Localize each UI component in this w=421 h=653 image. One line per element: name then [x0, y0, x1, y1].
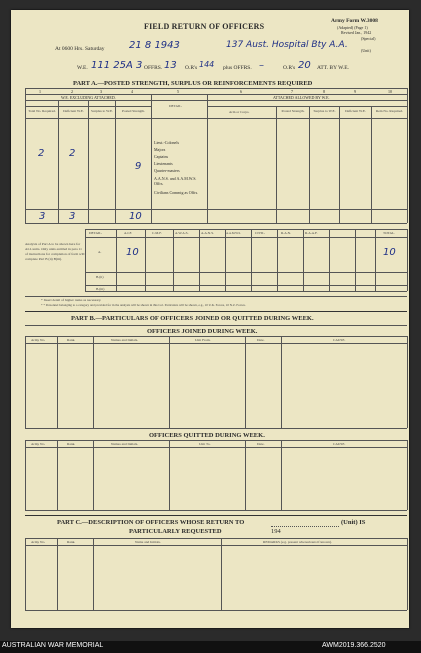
head-total-required: Total No. Required.: [28, 109, 56, 113]
joined-head-rank: Rank.: [67, 338, 76, 342]
analysis-head-aamws: A.A.M.W.S.: [226, 231, 241, 235]
part-c-year: 194: [271, 528, 281, 535]
army-form-number: Army Form W.3008: [331, 18, 378, 24]
unit-handwritten: 137 Aust. Hospital Bty A.A.: [226, 40, 348, 50]
analysis-row-bii: B.(ii): [96, 275, 104, 279]
detail-majors: Majors: [154, 147, 166, 152]
we-handwritten: 111 25A 3: [91, 60, 143, 71]
adapted-label: (Adapted) (Page 1): [337, 25, 368, 30]
analysis-aif-value: 10: [126, 247, 139, 258]
col-num-6: 6: [240, 89, 242, 94]
quitted-head-army-no: Army No.: [31, 442, 46, 446]
quitted-head-rank: Rank.: [67, 442, 76, 446]
unit-label: (Unit): [361, 48, 371, 53]
plus-offrs-label: plus OFFRS.: [223, 65, 252, 71]
quitted-head-date: Date.: [257, 442, 265, 446]
head-posted-strength: Posted Strength.: [122, 109, 145, 113]
c-head-remarks: REMARKS (e.g. present whereabouts if known).: [263, 540, 333, 544]
head-detail: DETAIL.: [169, 104, 183, 108]
total-posted: 10: [129, 211, 142, 222]
we-excluding-attached: W.E. EXCLUDING ATTACHED.: [61, 95, 116, 100]
quitted-title: OFFICERS QUITTED DURING WEEK.: [149, 432, 265, 439]
revised-label: Revised Jan., 1942: [341, 30, 372, 35]
total-deficient: 3: [69, 211, 76, 222]
ors-label: O.R's: [185, 65, 198, 71]
part-b-title: PART B.—PARTICULARS OF OFFICERS JOINED OR QUITTED DURING WEEK.: [71, 315, 314, 322]
quitted-head-cause: CAUSE.: [333, 442, 346, 446]
detail-lt-colonels: Lieut.-Colonels: [154, 140, 179, 145]
note-higher-ranks: * Insert detail of higher ranks as necessary.: [41, 298, 102, 302]
date-handwritten: 21 8 1943: [129, 40, 180, 51]
at-hours-label: At 0600 Hrs. Saturday: [55, 46, 105, 52]
head-att-deficient: Deficient W.E.: [345, 109, 366, 113]
hw-posted-strength: 9: [135, 161, 142, 172]
hw-total-required: 2: [38, 148, 45, 159]
joined-head-unit-from: Unit From.: [195, 338, 211, 342]
joined-head-army-no: Army No.: [31, 338, 46, 342]
detail-quartermasters: Quarter-masters: [154, 168, 180, 173]
analysis-row-a: A.: [98, 250, 102, 254]
quitted-head-unit-to: Unit To.: [199, 442, 211, 446]
special-label: (Special): [361, 36, 376, 41]
c-head-rank: Rank.: [67, 540, 76, 544]
head-att-posted-strength: Posted Strength.: [281, 109, 305, 113]
attached-allowed: ATTACHED ALLOWED BY W.E.: [273, 95, 330, 100]
head-deficient: Deficient W.E.: [63, 109, 84, 113]
col-num-10: 10: [388, 89, 392, 94]
analysis-total-value: 10: [383, 247, 396, 258]
note-personnel: * * Personnel belonging to a category and provided for in the analysis will be shown in this Col. Particulars will be shown, e.g., 10 U.K. Forces, 10 N.Z. Forces.: [41, 303, 246, 307]
detail-lieutenants: Lieutenants: [154, 161, 173, 166]
footer-institution: AUSTRALIAN WAR MEMORIAL: [2, 642, 104, 649]
offrs-handwritten: 13: [164, 60, 177, 71]
part-a-title: PART A.—POSTED STRENGTH, SURPLUS OR REINFORCEMENTS REQUIRED: [73, 80, 313, 87]
col-num-7: 7: [291, 89, 293, 94]
joined-head-date: Date.: [257, 338, 265, 342]
col-num-2: 2: [71, 89, 73, 94]
ors-handwritten: 144: [199, 60, 215, 69]
part-c-requested: PARTICULARLY REQUESTED: [129, 528, 222, 535]
part-c-unit-is: (Unit) IS: [341, 519, 366, 526]
joined-head-names: Names and Initials.: [111, 338, 139, 342]
col-num-5: 5: [177, 89, 179, 94]
col-num-1: 1: [39, 89, 41, 94]
analysis-head-detail: DETAIL.: [89, 231, 103, 235]
analysis-head-cmf: C.M.F.: [152, 231, 162, 235]
c-head-army-no: Army No.: [31, 540, 46, 544]
c-head-names: Name and Initials.: [135, 540, 161, 544]
detail-aans: A.A.N.S. and A.A.M.W.S. Offrs.: [154, 176, 197, 186]
col-num-4: 4: [131, 89, 133, 94]
analysis-head-raaf: R.A.A.F.: [305, 231, 318, 235]
hw-deficient: 2: [69, 148, 76, 159]
analysis-head-aans: A.A.N.S.: [201, 231, 215, 235]
col-num-8: 8: [323, 89, 325, 94]
head-reinf-required: Rein No. Required.: [375, 109, 404, 113]
analysis-head-total: TOTAL.: [383, 231, 396, 235]
plus-offrs-handwritten: –: [259, 60, 264, 71]
analysis-head-awas: A.W.A.S.: [175, 231, 189, 235]
joined-head-cause: CAUSE.: [333, 338, 346, 342]
form-title: FIELD RETURN OF OFFICERS: [144, 22, 265, 31]
plus-ors-handwritten: 20: [298, 60, 311, 71]
head-arm-corps: Arm or Corps.: [229, 110, 250, 114]
total-required: 3: [39, 211, 46, 222]
analysis-row-biii: B.(iii): [96, 287, 105, 291]
archive-footer: [0, 641, 421, 653]
analysis-head-ran: R.A.N.: [281, 231, 292, 235]
plus-ors-label: O.R's: [283, 65, 296, 71]
detail-captains: Captains: [154, 154, 168, 159]
head-surplus: Surplus to W.E.: [91, 109, 113, 113]
analysis-note: Analysis of Part A to be shown here for ALL units. Only units entitled in para 11 of instructions for completion of form will complete Part B (ii) B(iii).: [25, 242, 85, 261]
joined-title: OFFICERS JOINED DURING WEEK.: [147, 328, 258, 335]
offrs-label: OFFRS.: [144, 65, 163, 71]
analysis-head-civil: CIVIL.: [255, 231, 266, 235]
col-num-9: 9: [354, 89, 356, 94]
form-sheet: [11, 10, 409, 628]
part-c-title: PART C.—DESCRIPTION OF OFFICERS WHOSE RETURN TO: [57, 519, 245, 526]
analysis-head-aif: A.I.F.: [124, 231, 132, 235]
footer-accession: AWM2019.366.2520: [322, 642, 386, 649]
att-by-we-label: ATT. BY W.E.: [317, 65, 349, 71]
we-label: W.E.: [77, 65, 88, 71]
detail-civilians: Civilians Commtg as Offrs.: [154, 190, 199, 195]
head-att-surplus: Surplus to W.E.: [313, 109, 336, 113]
quitted-head-names: Names and Initials.: [111, 442, 139, 446]
col-num-3: 3: [100, 89, 102, 94]
